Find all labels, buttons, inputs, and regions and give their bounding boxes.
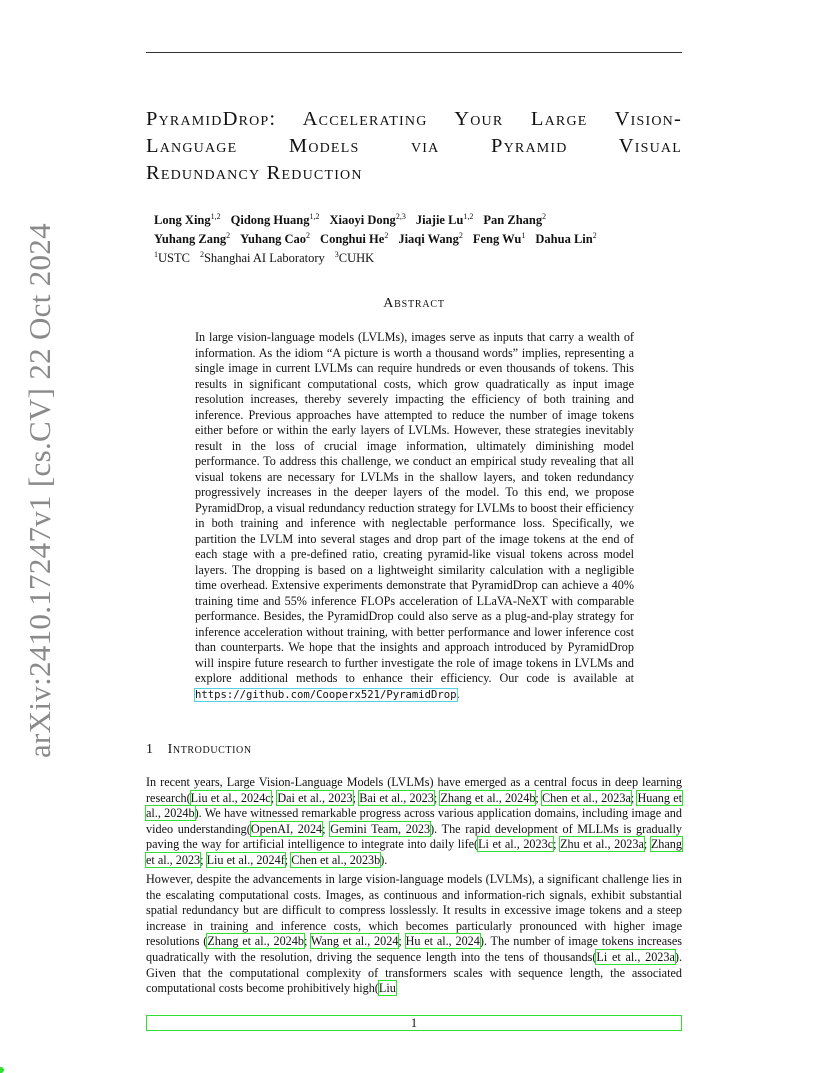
author-name: Conghui He$^2$ [320,231,389,247]
paragraph-text: In recent years, Large Vision-Language Models (LVLMs) have emerged as a central focus in deep learning research( [146,775,682,805]
abstract-body [195,330,634,703]
abstract-end: . [456,686,460,701]
abstract-text: In large vision-language models (LVLMs), images serve as inputs that carry a wealth of information. As the idiom “A picture is worth a thousand words” implies, representing a single image in current LVLMs can require hundreds or even thousands of tokens. This results in significant computational costs, which grow quadratically as input image resolution increases, thereby severely impacting the efficiency of both training and inference. Previous approaches have attempted to reduce the number of image tokens either before or within the early layers of LVLMs. However, these strategies inevitably result in the loss of crucial image information, ultimately diminishing model performance. To address this challenge, we conduct an empirical study revealing that all visual tokens are necessary for LVLMs in the shallow layers, and token redundancy progressively increases in the deeper layers of the model. To this end, we propose PyramidDrop, a visual redundancy reduction strategy for LVLMs to boost their efficiency in both training and inference with neglectable performance loss. Specifically, we partition the LVLM into several stages and drop part of the image tokens at the end of each stage with a pre-defined ratio, creating pyramid-like visual tokens across model layers. The dropping is based on a lightweight similarity calculation with a negligible time overhead. Extensive experiments demonstrate that PyramidDrop can achieve a 40% training time and 55% inference FLOPs acceleration of LLaVA-NeXT with comparable performance. Besides, the PyramidDrop could also serve as a plug-and-play strategy for inference acceleration without training, with better performance and lower inference cost than counterparts. We hope that the insights and approach introduced by PyramidDrop will inspire future research to further investigate the role of image tokens in LVLMs and explore additional methods to enhance their efficiency. Our code is available at [195,330,634,685]
citation-link[interactable]: Chen et al., 2023a [542,790,631,805]
author-name: Xiaoyi Dong$^{2,3}$ [329,212,406,228]
author-affiliation-mark: 2 [306,231,311,241]
author-affiliation-mark: 2 [542,212,547,221]
citation-link[interactable]: Chen et al., 2023b [291,852,381,867]
author-name: Long Xing$^{1,2}$ [154,212,221,228]
citation-link[interactable]: Li et al., 2023a [596,949,675,964]
author-name: Yuhang Zang$^2$ [154,231,231,247]
affiliation-name: Shanghai AI Laboratory [203,251,325,266]
code-url-link[interactable]: https://github.com/Cooperx521/PyramidDrop [195,688,457,701]
page-number-link[interactable] [146,1015,682,1031]
author-name: Feng Wu$^1$ [472,231,526,247]
author-name: Qidong Huang$^{1,2}$ [230,212,320,228]
paragraph-text: ; [398,934,406,949]
paragraph-text: ; [200,852,207,867]
paragraph-text: ). [380,852,388,867]
paragraph-text: ; [322,821,331,836]
author-affiliation-mark: 2 [226,231,231,241]
paragraph-text: ; [433,790,441,805]
author-row [154,209,674,228]
author-name: Yuhang Cao$^2$ [240,231,311,247]
arxiv-identifier-stamp: arXiv:2410.17247v1 [cs.CV] 22 Oct 2024 [22,223,57,758]
citation-link[interactable]: Zhang et al., 2024b [440,790,536,805]
paragraph-text: ; [284,852,292,867]
paragraph-text: ). The number of image tokens increases quadratically with the resolution, driving the sequence length into the tens of thousands( [146,934,682,964]
citation-link[interactable]: Zhang et al., 2024b [207,934,304,949]
citation-link[interactable]: Zhu et al., 2023a [560,837,644,852]
page-number: 1 [410,1016,418,1030]
citation-link[interactable]: Zhang et al., 2023 [146,837,682,867]
paragraph-text: ; [553,837,561,852]
paragraph-text: However, despite the advancements in large vision-language models (LVLMs), a significant challenge lies in the escalating computational costs. Images, as continuous and information-rich signals, exhibit substantial spatial redundancy but are difficult to compress losslessly. It results in excessive image tokens and a steep increase in training and inference costs, which becomes particularly pronounced with higher image resolutions ( [146,872,682,949]
header-rule [146,52,682,53]
section-heading [146,742,682,758]
paragraph-text: ; [303,934,311,949]
paragraph-text: ; [535,790,543,805]
author-affiliation-mark: 1 [521,231,526,241]
citation-link[interactable]: Liu [378,981,396,996]
author-affiliation-mark: 2,3 [395,212,406,221]
affiliations [154,247,674,266]
intro-paragraph-1 [146,775,682,869]
title-line-1: PyramidDrop: Accelerating Your Large [146,108,588,130]
paper-title [146,106,682,187]
paragraph-text: ; [270,790,278,805]
abstract-heading: Abstract [383,296,445,311]
affiliation [154,251,190,265]
citation-link[interactable]: Liu et al., 2024c [190,790,271,805]
section-title: Introduction [167,742,252,757]
affiliation-name: USTC [158,251,190,266]
citation-link[interactable]: Bai et al., 2023 [359,790,434,805]
affiliation-name: CUHK [338,251,375,266]
citation-link[interactable]: Gemini Team, 2023 [330,821,431,836]
affiliation-mark: 3 [334,250,339,260]
paragraph-text: ; [352,790,360,805]
affiliation-mark: 1 [154,250,158,260]
affiliation-mark: 2 [199,250,204,260]
citation-link[interactable]: Dai et al., 2023 [277,790,353,805]
citation-link[interactable]: Wang et al., 2024 [310,934,399,949]
citation-link[interactable]: Huang et al., 2024b [146,790,682,821]
author-affiliation-mark: 1,2 [210,212,221,221]
section-number: 1 [146,742,154,757]
author-affiliation-mark: 2 [592,231,597,241]
paragraph-text: ). The rapid development of MLLMs is gradually paving the way for artificial intelligence to integrate into daily life( [146,821,683,852]
affiliation [335,251,374,265]
author-name: Pan Zhang$^2$ [483,212,547,228]
author-name: Dahua Lin$^2$ [535,231,597,247]
title-line-2: Vision-Language Models via Pyramid Visual [146,108,682,157]
author-name: Jiaqi Wang$^2$ [398,231,463,247]
affiliation [200,251,325,265]
author-affiliation-mark: 2 [458,231,463,241]
paragraph-text: ; [630,790,638,805]
author-affiliation-mark: 2 [384,231,389,241]
paragraph-text: ; [643,837,651,852]
citation-link[interactable]: Liu et al., 2024f [206,852,285,867]
author-affiliation-mark: 1,2 [463,212,474,221]
citation-link[interactable]: Hu et al., 2024 [405,934,480,949]
title-line-3: Redundancy Reduction [146,162,363,184]
author-block [154,209,674,266]
paragraph-text: ). We have witnessed remarkable progress across various application domains, including image and video understanding( [146,806,682,836]
link-marker [0,1067,4,1073]
paragraph-text: ). Given that the computational complexity of transformers scales with sequence length, the associated computational costs become prohibitively high( [146,949,682,996]
citation-link[interactable]: OpenAI, 2024 [250,821,323,836]
author-name: Jiajie Lu$^{1,2}$ [415,212,474,228]
intro-paragraph-2 [146,872,682,997]
author-row [154,228,674,247]
author-affiliation-mark: 1,2 [309,212,320,221]
citation-link[interactable]: Li et al., 2023c [478,837,554,852]
